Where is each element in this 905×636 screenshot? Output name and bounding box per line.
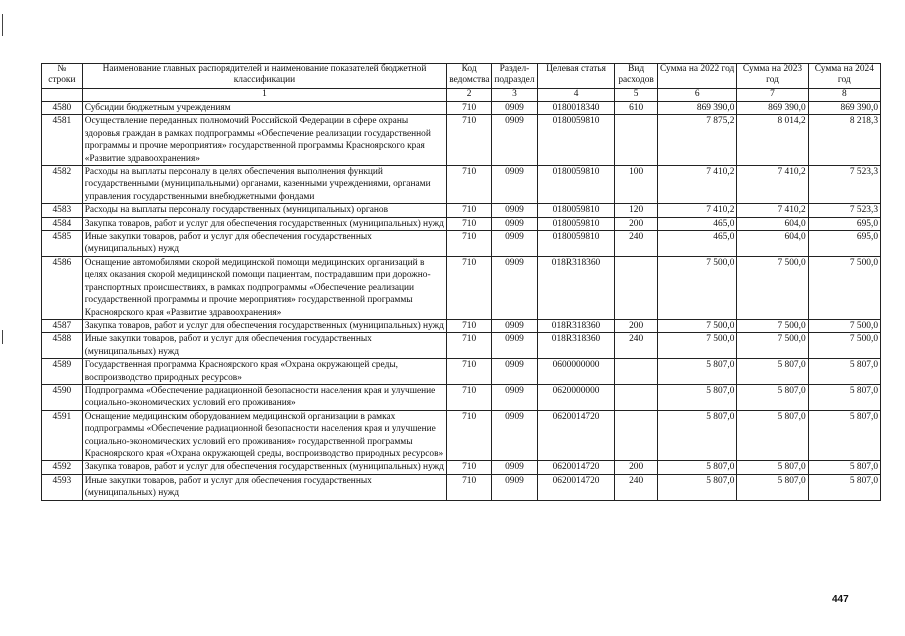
- section-cell: 0909: [492, 319, 538, 332]
- sum-2023-cell: 5 807,0: [737, 474, 808, 500]
- row-name-cell: Расходы на выплаты персоналу государственных (муниципальных) органов: [82, 204, 447, 217]
- sum-2022-cell: 7 500,0: [657, 256, 736, 319]
- scan-margin-mark: [2, 330, 3, 344]
- row-number-cell: 4593: [42, 474, 83, 500]
- row-name-cell: Расходы на выплаты персоналу в целях обеспечения выполнения функций государственными (муниципальными) органами, казенными учреждениями, органами управления государственными внебюджетными фондами: [82, 166, 447, 204]
- row-number-cell: 4585: [42, 231, 83, 257]
- sum-2024-cell: 8 218,3: [808, 115, 880, 166]
- column-number: 4: [537, 89, 614, 102]
- dept-code-cell: 710: [447, 410, 492, 461]
- header-expense-type: Вид расходов: [615, 64, 658, 89]
- sum-2023-cell: 5 807,0: [737, 461, 808, 474]
- sum-2023-cell: 5 807,0: [737, 359, 808, 385]
- dept-code-cell: 710: [447, 384, 492, 410]
- column-number: 3: [492, 89, 538, 102]
- target-item-cell: 0620014720: [537, 410, 614, 461]
- expense-type-cell: 200: [615, 319, 658, 332]
- table-row: [42, 204, 881, 217]
- dept-code-cell: 710: [447, 256, 492, 319]
- row-name-cell: Иные закупки товаров, работ и услуг для обеспечения государственных (муниципальных) нужд: [82, 333, 447, 359]
- header-dept-code: Код ведомства: [447, 64, 492, 89]
- sum-2023-cell: 604,0: [737, 231, 808, 257]
- dept-code-cell: 710: [447, 333, 492, 359]
- target-item-cell: 018R318360: [537, 256, 614, 319]
- sum-2023-cell: 7 500,0: [737, 319, 808, 332]
- sum-2022-cell: 465,0: [657, 217, 736, 230]
- expense-type-cell: [615, 384, 658, 410]
- sum-2022-cell: 869 390,0: [657, 102, 736, 115]
- budget-table: [41, 63, 881, 501]
- row-name-cell: Закупка товаров, работ и услуг для обеспечения государственных (муниципальных) нужд: [82, 319, 447, 332]
- dept-code-cell: 710: [447, 319, 492, 332]
- section-cell: 0909: [492, 166, 538, 204]
- target-item-cell: 018R318360: [537, 333, 614, 359]
- column-number: 7: [737, 89, 808, 102]
- table-row: [42, 384, 881, 410]
- target-item-cell: 0180018340: [537, 102, 614, 115]
- section-cell: 0909: [492, 204, 538, 217]
- section-cell: 0909: [492, 333, 538, 359]
- sum-2023-cell: 5 807,0: [737, 410, 808, 461]
- sum-2024-cell: 695,0: [808, 231, 880, 257]
- table-row: [42, 217, 881, 230]
- target-item-cell: 0620014720: [537, 474, 614, 500]
- sum-2024-cell: 7 523,3: [808, 204, 880, 217]
- sum-2022-cell: 5 807,0: [657, 410, 736, 461]
- sum-2022-cell: 7 500,0: [657, 333, 736, 359]
- expense-type-cell: [615, 410, 658, 461]
- sum-2022-cell: 7 410,2: [657, 204, 736, 217]
- target-item-cell: 0620000000: [537, 384, 614, 410]
- budget-table-container: [41, 63, 881, 501]
- row-number-cell: 4587: [42, 319, 83, 332]
- table-row: [42, 319, 881, 332]
- row-name-cell: Иные закупки товаров, работ и услуг для обеспечения государственных (муниципальных) нужд: [82, 231, 447, 257]
- sum-2024-cell: 5 807,0: [808, 474, 880, 500]
- table-row: [42, 115, 881, 166]
- section-cell: 0909: [492, 410, 538, 461]
- row-name-cell: Подпрограмма «Обеспечение радиационной безопасности населения края и улучшение социально-экономических условий его проживания»: [82, 384, 447, 410]
- target-item-cell: 0600000000: [537, 359, 614, 385]
- header-sum-2024: Сумма на 2024 год: [808, 64, 880, 89]
- section-cell: 0909: [492, 461, 538, 474]
- sum-2022-cell: 7 875,2: [657, 115, 736, 166]
- row-number-cell: 4588: [42, 333, 83, 359]
- row-name-cell: Закупка товаров, работ и услуг для обеспечения государственных (муниципальных) нужд: [82, 461, 447, 474]
- scan-margin-mark: [2, 14, 3, 36]
- table-row: [42, 410, 881, 461]
- column-number: 5: [615, 89, 658, 102]
- sum-2023-cell: 7 410,2: [737, 166, 808, 204]
- section-cell: 0909: [492, 256, 538, 319]
- row-number-cell: 4589: [42, 359, 83, 385]
- row-name-cell: Оснащение автомобилями скорой медицинской помощи медицинских организаций в целях оказания скорой медицинской помощи пациентам, пострадавшим при дорожно-транспортных происшествиях, в рамках подпрограммы «Обеспечение реализации государственной программы и прочие мероприятия» государственной программы Красноярского края «Развитие здравоохранения»: [82, 256, 447, 319]
- header-sum-2023: Сумма на 2023 год: [737, 64, 808, 89]
- column-number: [42, 89, 83, 102]
- table-row: [42, 166, 881, 204]
- sum-2024-cell: 5 807,0: [808, 359, 880, 385]
- sum-2022-cell: 5 807,0: [657, 384, 736, 410]
- section-cell: 0909: [492, 115, 538, 166]
- table-row: [42, 359, 881, 385]
- sum-2023-cell: 7 500,0: [737, 333, 808, 359]
- row-number-cell: 4582: [42, 166, 83, 204]
- sum-2024-cell: 7 500,0: [808, 319, 880, 332]
- sum-2022-cell: 465,0: [657, 231, 736, 257]
- row-number-cell: 4581: [42, 115, 83, 166]
- sum-2024-cell: 7 500,0: [808, 333, 880, 359]
- column-number: 2: [447, 89, 492, 102]
- header-name: Наименование главных распорядителей и наименование показателей бюджетной классификации: [82, 64, 447, 89]
- sum-2023-cell: 8 014,2: [737, 115, 808, 166]
- expense-type-cell: [615, 115, 658, 166]
- target-item-cell: 0180059810: [537, 166, 614, 204]
- sum-2024-cell: 869 390,0: [808, 102, 880, 115]
- expense-type-cell: 240: [615, 333, 658, 359]
- expense-type-cell: 240: [615, 231, 658, 257]
- target-item-cell: 0180059810: [537, 204, 614, 217]
- dept-code-cell: 710: [447, 204, 492, 217]
- sum-2024-cell: 5 807,0: [808, 384, 880, 410]
- sum-2024-cell: 695,0: [808, 217, 880, 230]
- row-name-cell: Оснащение медицинским оборудованием медицинской организации в рамках подпрограммы «Обеспечение радиационной безопасности населения края и улучшение социально-экономических условий его проживания» государственной программы Красноярского края «Охрана окружающей среды, воспроизводство природных ресурсов»: [82, 410, 447, 461]
- dept-code-cell: 710: [447, 102, 492, 115]
- sum-2022-cell: 7 410,2: [657, 166, 736, 204]
- column-number-row: [42, 89, 881, 102]
- table-row: [42, 256, 881, 319]
- target-item-cell: 0180059810: [537, 217, 614, 230]
- row-name-cell: Государственная программа Красноярского края «Охрана окружающей среды, воспроизводство природных ресурсов»: [82, 359, 447, 385]
- table-row: [42, 461, 881, 474]
- row-name-cell: Осуществление переданных полномочий Российской Федерации в сфере охраны здоровья граждан в рамках подпрограммы «Обеспечение реализации государственной программы и прочие мероприятия» государственной программы Красноярского края «Развитие здравоохранения»: [82, 115, 447, 166]
- sum-2022-cell: 5 807,0: [657, 359, 736, 385]
- section-cell: 0909: [492, 231, 538, 257]
- table-header-row: [42, 64, 881, 89]
- expense-type-cell: 240: [615, 474, 658, 500]
- page-number: 447: [832, 594, 849, 605]
- dept-code-cell: 710: [447, 359, 492, 385]
- sum-2023-cell: 869 390,0: [737, 102, 808, 115]
- row-number-cell: 4591: [42, 410, 83, 461]
- dept-code-cell: 710: [447, 231, 492, 257]
- target-item-cell: 0620014720: [537, 461, 614, 474]
- expense-type-cell: [615, 359, 658, 385]
- sum-2023-cell: 604,0: [737, 217, 808, 230]
- table-row: [42, 231, 881, 257]
- column-number: 1: [82, 89, 447, 102]
- sum-2023-cell: 7 500,0: [737, 256, 808, 319]
- row-number-cell: 4583: [42, 204, 83, 217]
- expense-type-cell: 610: [615, 102, 658, 115]
- dept-code-cell: 710: [447, 115, 492, 166]
- section-cell: 0909: [492, 384, 538, 410]
- dept-code-cell: 710: [447, 217, 492, 230]
- row-number-cell: 4580: [42, 102, 83, 115]
- table-row: [42, 474, 881, 500]
- row-name-cell: Закупка товаров, работ и услуг для обеспечения государственных (муниципальных) нужд: [82, 217, 447, 230]
- expense-type-cell: [615, 256, 658, 319]
- section-cell: 0909: [492, 217, 538, 230]
- table-body: [42, 102, 881, 501]
- expense-type-cell: 100: [615, 166, 658, 204]
- section-cell: 0909: [492, 359, 538, 385]
- header-sum-2022: Сумма на 2022 год: [657, 64, 736, 89]
- sum-2022-cell: 5 807,0: [657, 474, 736, 500]
- sum-2024-cell: 7 500,0: [808, 256, 880, 319]
- section-cell: 0909: [492, 102, 538, 115]
- table-row: [42, 333, 881, 359]
- column-number: 6: [657, 89, 736, 102]
- dept-code-cell: 710: [447, 461, 492, 474]
- row-number-cell: 4584: [42, 217, 83, 230]
- target-item-cell: 0180059810: [537, 231, 614, 257]
- row-name-cell: Субсидии бюджетным учреждениям: [82, 102, 447, 115]
- expense-type-cell: 200: [615, 217, 658, 230]
- row-number-cell: 4592: [42, 461, 83, 474]
- sum-2023-cell: 5 807,0: [737, 384, 808, 410]
- header-section: Раздел-подраздел: [492, 64, 538, 89]
- sum-2024-cell: 5 807,0: [808, 461, 880, 474]
- target-item-cell: 018R318360: [537, 319, 614, 332]
- column-number: 8: [808, 89, 880, 102]
- expense-type-cell: 200: [615, 461, 658, 474]
- row-number-cell: 4586: [42, 256, 83, 319]
- target-item-cell: 0180059810: [537, 115, 614, 166]
- sum-2022-cell: 5 807,0: [657, 461, 736, 474]
- row-number-cell: 4590: [42, 384, 83, 410]
- sum-2022-cell: 7 500,0: [657, 319, 736, 332]
- sum-2023-cell: 7 410,2: [737, 204, 808, 217]
- sum-2024-cell: 7 523,3: [808, 166, 880, 204]
- header-row-number: № строки: [42, 64, 83, 89]
- table-row: [42, 102, 881, 115]
- sum-2024-cell: 5 807,0: [808, 410, 880, 461]
- dept-code-cell: 710: [447, 166, 492, 204]
- section-cell: 0909: [492, 474, 538, 500]
- dept-code-cell: 710: [447, 474, 492, 500]
- header-target-item: Целевая статья: [537, 64, 614, 89]
- expense-type-cell: 120: [615, 204, 658, 217]
- row-name-cell: Иные закупки товаров, работ и услуг для обеспечения государственных (муниципальных) нужд: [82, 474, 447, 500]
